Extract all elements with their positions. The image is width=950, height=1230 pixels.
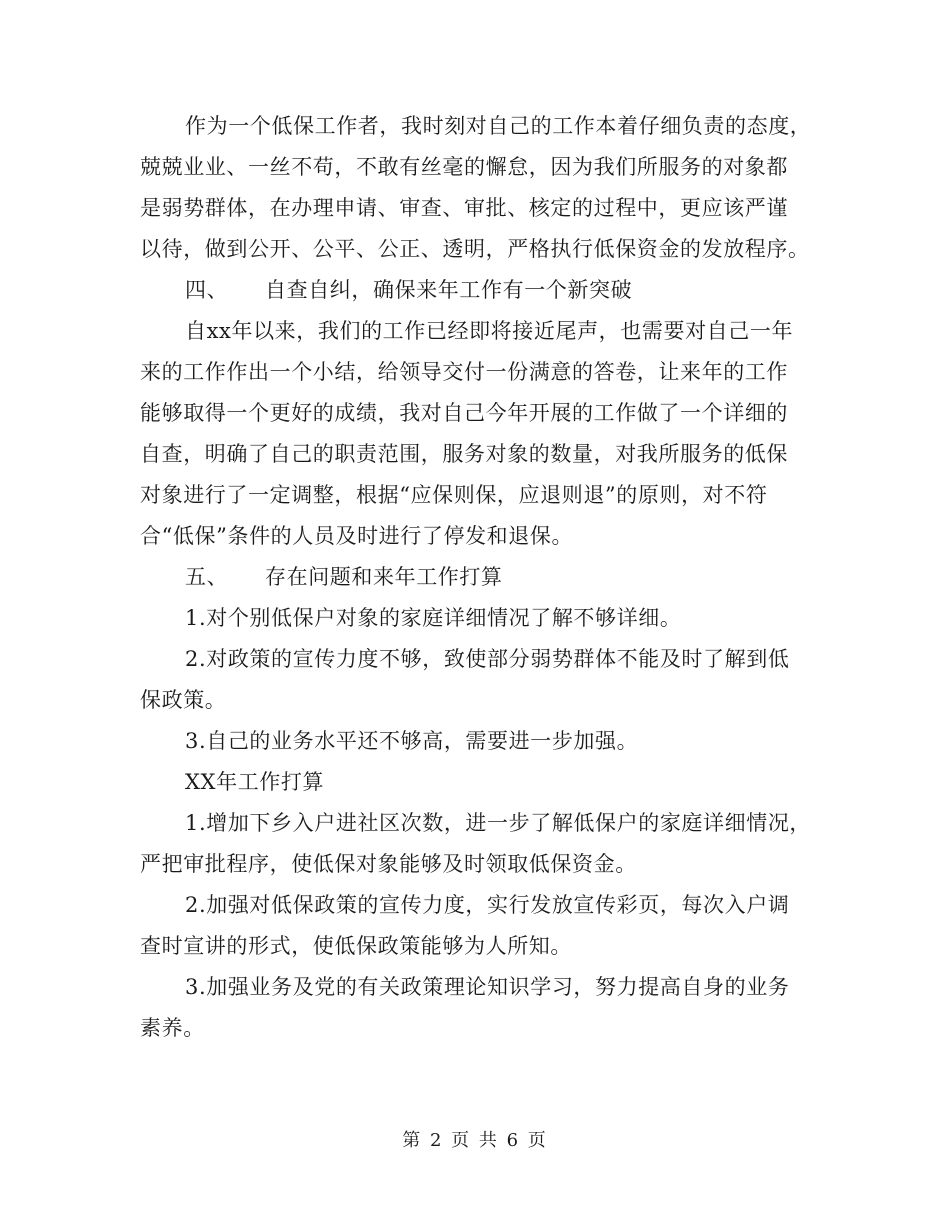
paragraph-line: 作为一个低保工作者，我时刻对自己的工作本着仔细负责的态度， xyxy=(185,114,812,138)
page-footer xyxy=(0,1126,950,1152)
paragraph-line: 自xx年以来，我们的工作已经即将接近尾声，也需要对自己一年 xyxy=(185,319,794,343)
subheading: XX年工作打算 xyxy=(185,770,325,794)
section-title: 存在问题和来年工作打算 xyxy=(265,565,503,589)
paragraph-line: 自查，明确了自己的职责范围，服务对象的数量，对我所服务的低保 xyxy=(140,442,788,466)
section-title: 自查自纠，确保来年工作有一个新突破 xyxy=(265,278,633,302)
list-item-continuation: 查时宣讲的形式，使低保政策能够为人所知。 xyxy=(140,934,572,958)
paragraph-line: 对象进行了一定调整，根据“应保则保，应退则退”的原则，对不符 xyxy=(140,483,768,507)
document-body xyxy=(140,106,810,1049)
list-item-continuation: 保政策。 xyxy=(140,688,227,712)
paragraph-line: 来的工作作出一个小结，给领导交付一份满意的答卷，让来年的工作 xyxy=(140,360,788,384)
list-item: 1.对个别低保户对象的家庭详细情况了解不够详细。 xyxy=(185,606,682,630)
paragraph-line: 能够取得一个更好的成绩，我对自己今年开展的工作做了一个详细的 xyxy=(140,401,788,425)
paragraph-line: 是弱势群体，在办理申请、审查、审批、核定的过程中，更应该严谨 xyxy=(140,196,788,220)
paragraph-line: 以待，做到公开、公平、公正、透明，严格执行低保资金的发放程序。 xyxy=(140,237,810,261)
list-item-continuation: 素养。 xyxy=(140,1016,205,1040)
section-number: 五、 xyxy=(185,565,229,589)
list-item-continuation: 严把审批程序，使低保对象能够及时领取低保资金。 xyxy=(140,852,637,876)
list-item: 3.自己的业务水平还不够高，需要进一步加强。 xyxy=(185,729,639,753)
paragraph-line: 合“低保”条件的人员及时进行了停发和退保。 xyxy=(140,524,574,548)
list-item: 1.增加下乡入户进社区次数，进一步了解低保户的家庭详细情况， xyxy=(185,811,812,835)
page-number: 第 2 页 共 6 页 xyxy=(402,1130,548,1151)
list-item: 2.加强对低保政策的宣传力度，实行发放宣传彩页，每次入户调 xyxy=(185,893,790,917)
list-item: 2.对政策的宣传力度不够，致使部分弱势群体不能及时了解到低 xyxy=(185,647,790,671)
paragraph-line: 兢兢业业、一丝不苟，不敢有丝毫的懈怠，因为我们所服务的对象都 xyxy=(140,155,788,179)
list-item: 3.加强业务及党的有关政策理论知识学习，努力提高自身的业务 xyxy=(185,975,790,999)
section-number: 四、 xyxy=(185,278,229,302)
section-heading-4 xyxy=(140,270,810,311)
section-heading-5 xyxy=(140,557,810,598)
